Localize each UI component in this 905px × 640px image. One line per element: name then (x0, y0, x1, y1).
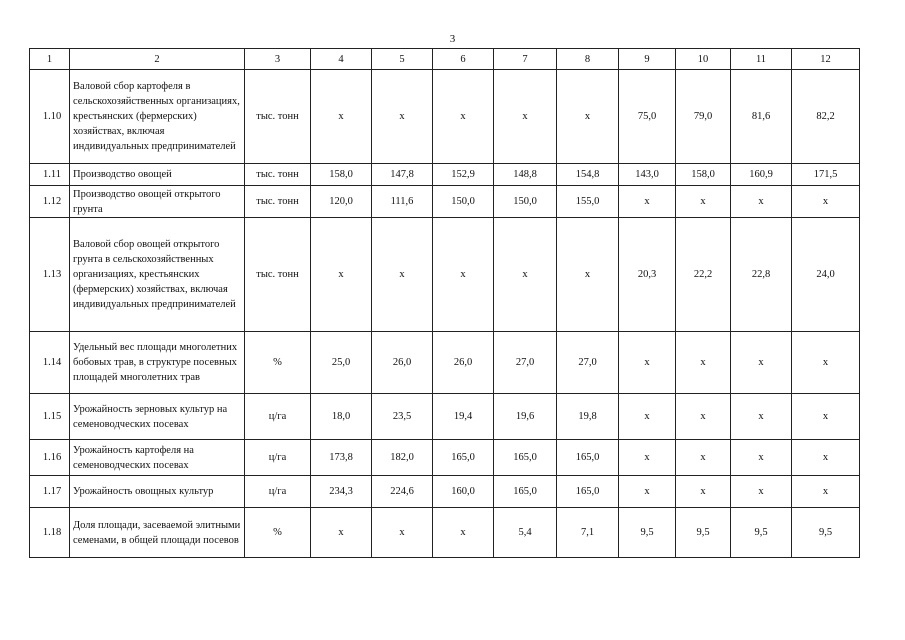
value-cell: х (731, 440, 792, 476)
value-cell: х (619, 186, 676, 218)
page-number: 3 (449, 33, 456, 45)
value-cell: 165,0 (557, 476, 619, 508)
header-cell: 2 (70, 49, 245, 70)
value-cell: 158,0 (676, 164, 731, 186)
unit-cell: тыс. тонн (245, 164, 311, 186)
value-cell: х (792, 332, 860, 394)
row-number-cell: 1.16 (30, 440, 70, 476)
value-cell: 150,0 (494, 186, 557, 218)
indicator-name-cell: Урожайность зерновых культур на семеноводческих посевах (70, 394, 245, 440)
value-cell: 19,8 (557, 394, 619, 440)
unit-cell: % (245, 508, 311, 558)
value-cell: х (619, 440, 676, 476)
value-cell: х (372, 70, 433, 164)
value-cell: х (311, 508, 372, 558)
value-cell: х (372, 218, 433, 332)
value-cell: х (792, 476, 860, 508)
value-cell: 147,8 (372, 164, 433, 186)
table-row (30, 394, 860, 440)
unit-cell: ц/га (245, 476, 311, 508)
indicator-name-cell: Валовой сбор картофеля в сельскохозяйственных организациях, крестьянских (фермерских) хозяйствах, включая индивидуальных предпринимателей (70, 70, 245, 164)
value-cell: х (619, 332, 676, 394)
header-cell: 1 (30, 49, 70, 70)
row-number-cell: 1.14 (30, 332, 70, 394)
value-cell: х (731, 476, 792, 508)
value-cell: х (433, 218, 494, 332)
value-cell: 81,6 (731, 70, 792, 164)
row-number-cell: 1.12 (30, 186, 70, 218)
header-cell: 10 (676, 49, 731, 70)
value-cell: 155,0 (557, 186, 619, 218)
value-cell: х (494, 70, 557, 164)
value-cell: х (676, 476, 731, 508)
unit-cell: ц/га (245, 440, 311, 476)
value-cell: х (676, 186, 731, 218)
value-cell: х (676, 332, 731, 394)
value-cell: 165,0 (494, 476, 557, 508)
value-cell: 165,0 (433, 440, 494, 476)
value-cell: х (433, 508, 494, 558)
header-cell: 5 (372, 49, 433, 70)
value-cell: 120,0 (311, 186, 372, 218)
value-cell: 26,0 (433, 332, 494, 394)
header-cell: 11 (731, 49, 792, 70)
table-row (30, 440, 860, 476)
value-cell: 143,0 (619, 164, 676, 186)
row-number-cell: 1.11 (30, 164, 70, 186)
value-cell: х (792, 440, 860, 476)
value-cell: х (676, 440, 731, 476)
value-cell: х (792, 186, 860, 218)
value-cell: х (619, 476, 676, 508)
table-row (30, 476, 860, 508)
value-cell: 18,0 (311, 394, 372, 440)
indicator-name-cell: Удельный вес площади многолетних бобовых трав, в структуре посевных площадей многолетних трав (70, 332, 245, 394)
value-cell: 25,0 (311, 332, 372, 394)
row-number-cell: 1.13 (30, 218, 70, 332)
value-cell: 26,0 (372, 332, 433, 394)
value-cell: 173,8 (311, 440, 372, 476)
value-cell: х (731, 332, 792, 394)
indicator-name-cell: Производство овощей (70, 164, 245, 186)
value-cell: 22,8 (731, 218, 792, 332)
value-cell: 19,4 (433, 394, 494, 440)
value-cell: х (494, 218, 557, 332)
value-cell: 23,5 (372, 394, 433, 440)
value-cell: х (557, 70, 619, 164)
value-cell: 160,0 (433, 476, 494, 508)
value-cell: 75,0 (619, 70, 676, 164)
indicators-table (29, 48, 860, 558)
value-cell: 165,0 (557, 440, 619, 476)
value-cell: 9,5 (676, 508, 731, 558)
value-cell: 165,0 (494, 440, 557, 476)
value-cell: 152,9 (433, 164, 494, 186)
value-cell: 19,6 (494, 394, 557, 440)
value-cell: 158,0 (311, 164, 372, 186)
indicator-name-cell: Урожайность овощных культур (70, 476, 245, 508)
row-number-cell: 1.17 (30, 476, 70, 508)
value-cell: 79,0 (676, 70, 731, 164)
header-cell: 4 (311, 49, 372, 70)
unit-cell: тыс. тонн (245, 70, 311, 164)
header-cell: 12 (792, 49, 860, 70)
value-cell: 182,0 (372, 440, 433, 476)
value-cell: 27,0 (557, 332, 619, 394)
value-cell: 160,9 (731, 164, 792, 186)
value-cell: 27,0 (494, 332, 557, 394)
unit-cell: ц/га (245, 394, 311, 440)
value-cell: 82,2 (792, 70, 860, 164)
value-cell: 24,0 (792, 218, 860, 332)
value-cell: х (792, 394, 860, 440)
unit-cell: % (245, 332, 311, 394)
value-cell: х (311, 70, 372, 164)
table-header-row (30, 49, 860, 70)
value-cell: 154,8 (557, 164, 619, 186)
value-cell: 20,3 (619, 218, 676, 332)
value-cell: х (311, 218, 372, 332)
value-cell: 148,8 (494, 164, 557, 186)
value-cell: 9,5 (731, 508, 792, 558)
header-cell: 9 (619, 49, 676, 70)
value-cell: 5,4 (494, 508, 557, 558)
indicator-name-cell: Производство овощей открытого грунта (70, 186, 245, 218)
header-cell: 3 (245, 49, 311, 70)
table-row (30, 332, 860, 394)
value-cell: х (619, 394, 676, 440)
row-number-cell: 1.18 (30, 508, 70, 558)
unit-cell: тыс. тонн (245, 218, 311, 332)
indicator-name-cell: Валовой сбор овощей открытого грунта в сельскохозяйственных организациях, крестьянских (фермерских) хозяйствах, включая индивидуальных предпринимателей (70, 218, 245, 332)
value-cell: 111,6 (372, 186, 433, 218)
value-cell: 9,5 (792, 508, 860, 558)
value-cell: х (676, 394, 731, 440)
value-cell: 171,5 (792, 164, 860, 186)
unit-cell: тыс. тонн (245, 186, 311, 218)
table-row (30, 508, 860, 558)
indicator-name-cell: Урожайность картофеля на семеноводческих посевах (70, 440, 245, 476)
indicator-name-cell: Доля площади, засеваемой элитными семенами, в общей площади посевов (70, 508, 245, 558)
table-row (30, 218, 860, 332)
row-number-cell: 1.15 (30, 394, 70, 440)
value-cell: 234,3 (311, 476, 372, 508)
table-row (30, 186, 860, 218)
value-cell: х (372, 508, 433, 558)
value-cell: 224,6 (372, 476, 433, 508)
header-cell: 8 (557, 49, 619, 70)
value-cell: х (433, 70, 494, 164)
value-cell: 150,0 (433, 186, 494, 218)
value-cell: х (557, 218, 619, 332)
value-cell: х (731, 186, 792, 218)
row-number-cell: 1.10 (30, 70, 70, 164)
value-cell: 7,1 (557, 508, 619, 558)
table-row (30, 70, 860, 164)
value-cell: 9,5 (619, 508, 676, 558)
value-cell: 22,2 (676, 218, 731, 332)
header-cell: 7 (494, 49, 557, 70)
table-row (30, 164, 860, 186)
header-cell: 6 (433, 49, 494, 70)
value-cell: х (731, 394, 792, 440)
